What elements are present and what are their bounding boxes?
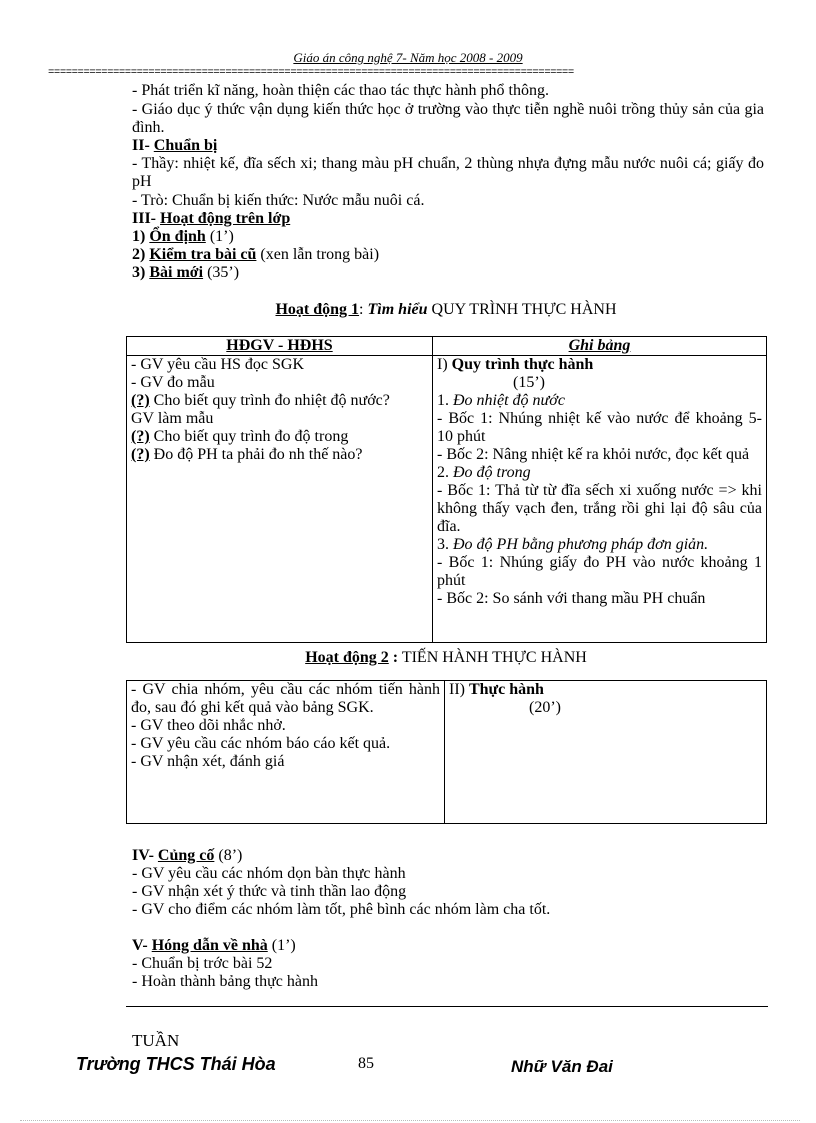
section-2-heading bbox=[132, 137, 217, 155]
step-2-num: 2. bbox=[437, 464, 453, 481]
section-4-title: Củng cố bbox=[157, 847, 215, 864]
intro-line-2: - Giáo dục ý thức vận dụng kiến thức học ở trường vào thực tiễn nghề nuôi trồng thủy sản của gia đình. bbox=[132, 101, 764, 136]
section-3-num: III- bbox=[132, 210, 157, 227]
step-2-text: Đo độ trong bbox=[453, 464, 531, 481]
left-line-3: GV làm mẫu bbox=[131, 410, 214, 427]
activity-2-heading: TIẾN HÀNH THỰC HÀNH bbox=[401, 649, 587, 666]
item-1-title: Ổn định bbox=[149, 228, 206, 245]
step-3a: - Bốc 1: Nhúng giấy đo PH vào nước khoảng 1 phút bbox=[437, 554, 762, 589]
section-3-item-2 bbox=[132, 246, 379, 264]
a2-left-line-3: - GV yêu cầu các nhóm báo cáo kết quả. bbox=[131, 735, 391, 752]
section-3-heading bbox=[132, 210, 290, 228]
footer-author: Nhữ Văn Đai bbox=[511, 1057, 613, 1076]
a2-right-time: (20’) bbox=[529, 699, 561, 716]
right-heading-text: Quy trình thực hành bbox=[451, 356, 594, 373]
step-1b: - Bốc 2: Nâng nhiệt kế ra khỏi nước, đọc kết quả bbox=[437, 446, 750, 463]
section-2-line-2: - Trò: Chuẩn bị kiến thức: Nước mẫu nuôi cá. bbox=[132, 192, 425, 209]
section-4-line-2: - GV nhận xét ý thức và tinh thần lao động bbox=[132, 883, 407, 900]
item-3-title: Bài mới bbox=[149, 264, 204, 281]
section-5-num: V- bbox=[132, 937, 148, 954]
q1-mark: (?) bbox=[131, 392, 150, 409]
week-label: TUẦN bbox=[132, 1031, 180, 1050]
activity-1-colon: : bbox=[359, 301, 364, 318]
section-5-note: (1’) bbox=[267, 937, 296, 954]
left-line-1: - GV yêu cầu HS đọc SGK bbox=[131, 356, 305, 373]
section-4-note: (8’) bbox=[214, 847, 243, 864]
a2-right-heading bbox=[449, 681, 762, 699]
item-2-title: Kiểm tra bài cũ bbox=[149, 246, 257, 263]
section-5-line-1: - Chuẩn bị trớc bài 52 bbox=[132, 955, 273, 972]
page-number: 85 bbox=[358, 1055, 374, 1072]
left-line-2: - GV đo mẫu bbox=[131, 374, 215, 391]
section-4-num: IV- bbox=[132, 847, 154, 864]
right-time: (15’) bbox=[513, 374, 545, 391]
activity-2-table bbox=[126, 680, 767, 824]
a2-left-line-2: - GV theo dõi nhắc nhở. bbox=[131, 717, 286, 734]
step-3-num: 3. bbox=[437, 536, 453, 553]
q2-text: Cho biết quy trình đo độ trong bbox=[149, 428, 349, 445]
section-3-item-3 bbox=[132, 264, 239, 282]
activity-1-label: Hoạt động 1 bbox=[275, 301, 360, 318]
activity-2-right-cell bbox=[445, 681, 767, 824]
activity-1-table bbox=[126, 336, 767, 643]
item-2-note: (xen lẫn trong bài) bbox=[256, 246, 380, 263]
left-question-3 bbox=[131, 446, 428, 464]
activity-2-colon: : bbox=[388, 649, 399, 666]
right-heading bbox=[437, 356, 762, 374]
page-header-title: Giáo án công nghệ 7- Năm học 2008 - 2009 bbox=[293, 50, 523, 65]
activity-2-label: Hoạt động 2 bbox=[305, 649, 389, 666]
footer-school: Trường THCS Thái Hòa bbox=[76, 1054, 276, 1074]
step-3-title bbox=[437, 536, 762, 554]
section-2-num: II- bbox=[132, 137, 150, 154]
section-2-line-1: - Thầy: nhiệt kế, đĩa sếch xi; thang màu pH chuẩn, 2 thùng nhựa đựng mẫu nước nuôi cá; giấy đo pH bbox=[132, 155, 764, 190]
header-rule: ========================================================================================= bbox=[48, 67, 574, 79]
step-1-num: 1. bbox=[437, 392, 453, 409]
item-1-num: 1) bbox=[132, 228, 146, 245]
item-3-note: (35’) bbox=[203, 264, 240, 281]
col1-header: HĐGV - HĐHS bbox=[226, 337, 333, 354]
page-bottom-dotted-line bbox=[20, 1120, 800, 1121]
activity-2-title bbox=[126, 649, 766, 667]
q3-text: Đo độ PH ta phải đo nh thế nào? bbox=[149, 446, 363, 463]
section-5-heading bbox=[132, 937, 296, 955]
activity-1-left-cell bbox=[127, 356, 433, 643]
divider-line bbox=[126, 1006, 768, 1007]
step-2a: - Bốc 1: Thả từ từ đĩa sếch xi xuống nước => khi không thấy vạch đen, trắng rồi ghi lại độ sâu của đĩa. bbox=[437, 482, 762, 535]
section-2-title: Chuẩn bị bbox=[153, 137, 218, 154]
section-4-line-1: - GV yêu cầu các nhóm dọn bàn thực hành bbox=[132, 865, 406, 882]
step-1a: - Bốc 1: Nhúng nhiệt kế vào nước để khoảng 5- 10 phút bbox=[437, 410, 762, 445]
section-5-line-2: - Hoàn thành bảng thực hành bbox=[132, 973, 318, 990]
section-4-heading bbox=[132, 847, 242, 865]
step-1-title bbox=[437, 392, 762, 410]
step-3-text: Đo độ PH bằng phương pháp đơn giản. bbox=[453, 536, 709, 553]
a2-heading-text: Thực hành bbox=[468, 681, 544, 698]
item-2-num: 2) bbox=[132, 246, 146, 263]
step-3b: - Bốc 2: So sánh với thang mầu PH chuẩn bbox=[437, 590, 706, 607]
activity-1-right-cell bbox=[433, 356, 767, 643]
table-header-right bbox=[433, 337, 767, 356]
left-question-2 bbox=[131, 428, 428, 446]
section-3-item-1 bbox=[132, 228, 234, 246]
section-5-title: Hóng dẫn về nhà bbox=[151, 937, 268, 954]
section-3-title: Hoạt động trên lớp bbox=[160, 210, 291, 227]
intro-line-1: - Phát triển kĩ năng, hoàn thiện các thao tác thực hành phổ thông. bbox=[132, 82, 549, 99]
step-1-text: Đo nhiệt độ nước bbox=[453, 392, 565, 409]
item-1-note: (1’) bbox=[205, 228, 234, 245]
q1-text: Cho biết quy trình đo nhiệt độ nước? bbox=[149, 392, 390, 409]
right-heading-num: I) bbox=[437, 356, 452, 373]
activity-1-heading: QUY TRÌNH THỰC HÀNH bbox=[431, 301, 617, 318]
left-question-1 bbox=[131, 392, 428, 410]
step-2-title bbox=[437, 464, 762, 482]
a2-left-line-1: - GV chia nhóm, yêu cầu các nhóm tiến hành đo, sau đó ghi kết quả vào bảng SGK. bbox=[131, 681, 440, 716]
q3-mark: (?) bbox=[131, 446, 150, 463]
q2-mark: (?) bbox=[131, 428, 150, 445]
item-3-num: 3) bbox=[132, 264, 146, 281]
activity-2-left-cell bbox=[127, 681, 445, 824]
activity-1-subtitle: Tìm hiểu bbox=[367, 301, 428, 318]
a2-left-line-4: - GV nhận xét, đánh giá bbox=[131, 753, 285, 770]
section-4-line-3: - GV cho điểm các nhóm làm tốt, phê bình các nhóm làm cha tốt. bbox=[132, 901, 551, 918]
a2-heading-num: II) bbox=[449, 681, 469, 698]
col2-header: Ghi bảng bbox=[568, 337, 631, 354]
table-header-left bbox=[127, 337, 433, 356]
activity-1-title bbox=[126, 301, 766, 319]
